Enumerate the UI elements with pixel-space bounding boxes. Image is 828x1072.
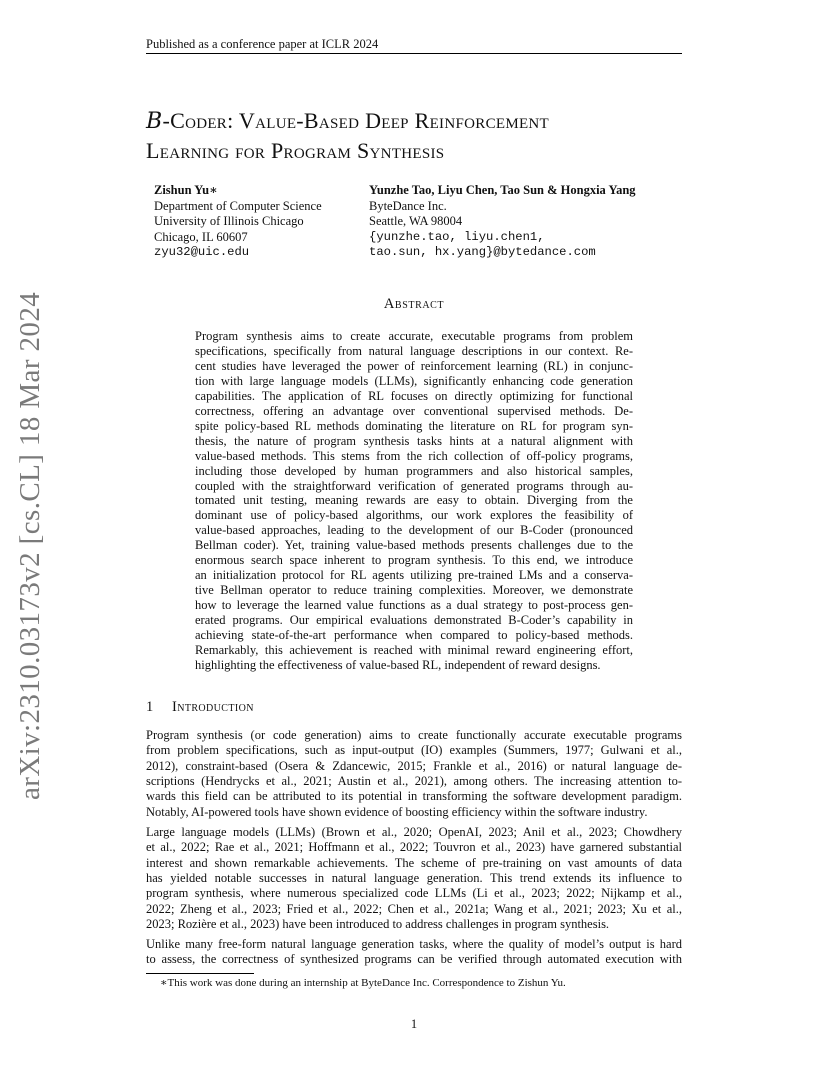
abstract-line: cent studies have leveraged the power of reinforcement learning (RL) in conjunc- xyxy=(195,358,633,373)
author-email: {yunzhe.tao, liyu.chen1, xyxy=(369,229,545,244)
abstract-line: Program synthesis aims to create accurate, executable programs from problem xyxy=(195,329,633,343)
abstract-line: Bellman coder). Yet, training value-based methods presents challenges due to the xyxy=(195,538,633,553)
paragraph-line: interest and shown remarkable achievements. The scheme of pre-training on vast amounts of data xyxy=(146,855,682,870)
affiliation-line: Seattle, WA 98004 xyxy=(369,214,463,229)
affiliation-line: ByteDance Inc. xyxy=(369,198,447,213)
paragraph-line: Unlike many free-form natural language generation tasks, where the quality of model’s output is hard xyxy=(146,937,682,951)
abstract-heading: Abstract xyxy=(383,296,445,312)
abstract-line: specifications, specifically from natural language descriptions in our context. Re- xyxy=(195,343,633,358)
paragraph-line: to assess, the correctness of synthesized programs can be verified through automated execution with xyxy=(146,952,682,967)
paragraph-line: has yielded notable successes in natural language generation. This trend extends its influence to xyxy=(146,871,682,886)
abstract-line: an initialization protocol for RL agents utilizing pre-trained LMs and a conserva- xyxy=(195,568,633,583)
author-email: tao.sun, hx.yang}@bytedance.com xyxy=(369,245,596,260)
author-block-left xyxy=(154,183,364,261)
paragraph-line: 2012), constraint-based (Osera & Zdancewic, 2015; Frankle et al., 2016) or natural language de- xyxy=(146,758,682,773)
section-title: Introduction xyxy=(172,699,254,715)
arxiv-identifier-stamp: arXiv:2310.03173v2 [cs.CL] 18 Mar 2024 xyxy=(14,291,46,800)
title-line-1 xyxy=(146,106,706,136)
abstract-line: tomated unit testing, meaning rewards are easy to obtain. Diverging from the xyxy=(195,493,633,508)
abstract-line: erated programs. Our empirical evaluations demonstrated B-Coder’s capability in xyxy=(195,613,633,628)
footnote-rule xyxy=(146,973,254,974)
paragraph-line: scriptions (Hendrycks et al., 2021; Austin et al., 2021), among others. The increasing attention to- xyxy=(146,774,682,789)
paragraph-line: 2023; Rozière et al., 2023) have been introduced to address challenges in program synthesis. xyxy=(146,917,610,932)
page-number: 1 xyxy=(410,1017,418,1031)
intro-paragraph-1 xyxy=(146,728,682,820)
abstract-line: enormous search space inherent to program synthesis. To this end, we introduce xyxy=(195,553,633,568)
running-header: Published as a conference paper at ICLR 2024 xyxy=(146,37,379,51)
affiliation-line: Chicago, IL 60607 xyxy=(154,229,248,244)
abstract-line: correctness, offering an advantage over conventional supervised methods. De- xyxy=(195,403,633,418)
paragraph-line: 2022; Zheng et al., 2023; Fried et al., 2022; Chen et al., 2021a; Wang et al., 2021; 2023; Xu et al., xyxy=(146,901,682,916)
abstract-line: including those developed by human programmers and also historical samples, xyxy=(195,463,633,478)
abstract-line: Remarkably, this achievement is reached with minimal reward engineering effort, xyxy=(195,643,633,658)
title-line-2: Learning for Program Synthesis xyxy=(146,138,445,163)
author-block-right xyxy=(369,183,689,261)
abstract-body xyxy=(195,329,633,673)
affiliation-line: University of Illinois Chicago xyxy=(154,214,304,229)
abstract-line: tion with large language models (LLMs), significantly enhancing code generation xyxy=(195,373,633,388)
paragraph-line: program synthesis, where numerous specialized code LLMs (Li et al., 2023; 2022; Nijkamp et al., xyxy=(146,886,682,901)
paragraph-line: Notably, AI-powered tools have shown evidence of boosting efficiency within the software industry. xyxy=(146,804,648,819)
paragraph-line: Large language models (LLMs) (Brown et al., 2020; OpenAI, 2023; Anil et al., 2023; Chowdhery xyxy=(146,825,682,839)
author-name: Zishun Yu∗ xyxy=(154,183,218,197)
abstract-line: value-based approaches, leading to the development of our B-Coder (pronounced xyxy=(195,523,633,538)
paragraph-line: wards this field can be attributed to its potential in transforming the software development paradigm. xyxy=(146,789,682,804)
abstract-line: thesis, the nature of program synthesis tasks hints at a natural alignment with xyxy=(195,433,633,448)
abstract-line: tive Bellman operator to reduce training complexities. Moreover, we demonstrate xyxy=(195,583,633,598)
intro-paragraph-2 xyxy=(146,825,682,932)
paragraph-line: Program synthesis (or code generation) aims to create functionally accurate executable programs xyxy=(146,728,682,742)
abstract-line: how to leverage the learned value functions as a dual strategy to post-process gen- xyxy=(195,598,633,613)
abstract-line: achieving state-of-the-art performance when compared to policy-based methods. xyxy=(195,628,633,643)
author-email: zyu32@uic.edu xyxy=(154,245,250,260)
author-names: Yunzhe Tao, Liyu Chen, Tao Sun & Hongxia Yang xyxy=(369,183,636,197)
title-b-symbol: B xyxy=(146,109,163,134)
abstract-line: dominant use of policy-based algorithms, our work explores the feasibility of xyxy=(195,508,633,523)
abstract-line: highlighting the effectiveness of value-based RL, independent of reward designs. xyxy=(195,657,601,672)
abstract-line: spite policy-based RL methods dominating the literature on RL for program syn- xyxy=(195,418,633,433)
paragraph-line: from problem specifications, such as input-output (IO) examples (Summers, 1977; Gulwani et al., xyxy=(146,743,682,758)
section-number: 1 xyxy=(146,699,154,715)
intro-paragraph-3 xyxy=(146,937,682,968)
abstract-line: coupled with the straightforward verification of generated programs through au- xyxy=(195,478,633,493)
footnote: ∗This work was done during an internship at ByteDance Inc. Correspondence to Zishun Yu. xyxy=(160,977,566,989)
affiliation-line: Department of Computer Science xyxy=(154,198,322,213)
section-heading-introduction xyxy=(146,698,682,716)
title-line-1-text: -Coder: Value-Based Deep Reinforcement xyxy=(162,108,550,133)
abstract-line: value-based methods. This stems from the rich collection of off-policy programs, xyxy=(195,448,633,463)
header-rule xyxy=(146,53,682,54)
abstract-line: capabilities. The application of RL focuses on directly optimizing for functional xyxy=(195,388,633,403)
paragraph-line: et al., 2022; Rae et al., 2021; Hoffmann et al., 2022; Touvron et al., 2023) have garnered substantial xyxy=(146,840,682,855)
paper-title xyxy=(146,106,706,165)
